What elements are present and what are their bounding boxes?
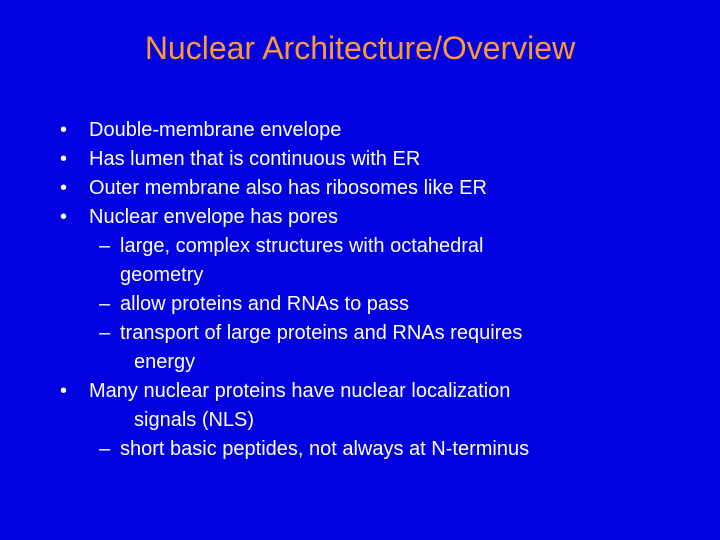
bullet-marker: •: [60, 148, 68, 170]
sub-bullet-item: [60, 290, 680, 319]
sub-bullet-text: transport of large proteins and RNAs requires: [120, 322, 523, 344]
sub-bullet-marker: –: [99, 235, 111, 257]
bullet-text: Many nuclear proteins have nuclear localization: [89, 380, 511, 402]
bullet-text-continued: signals (NLS): [134, 409, 255, 431]
bullet-item: [60, 377, 680, 435]
sub-bullet-text: short basic peptides, not always at N-terminus: [120, 438, 530, 460]
bullet-list: [60, 116, 680, 464]
bullet-marker: •: [60, 380, 68, 402]
sub-bullet-marker: –: [99, 322, 111, 344]
bullet-text: Double-membrane envelope: [89, 119, 342, 141]
bullet-text: Outer membrane also has ribosomes like ER: [89, 177, 487, 199]
slide-title: Nuclear Architecture/Overview: [144, 30, 576, 66]
sub-bullet-text-continued: energy: [134, 351, 196, 373]
bullet-text: Nuclear envelope has pores: [89, 206, 339, 228]
bullet-marker: •: [60, 177, 68, 199]
sub-bullet-marker: –: [99, 293, 111, 315]
sub-bullet-item: [60, 232, 680, 290]
sub-bullet-text: large, complex structures with octahedral: [120, 235, 484, 257]
sub-bullet-item: [60, 435, 680, 464]
bullet-item: [60, 174, 680, 203]
sub-bullet-text-continued: geometry: [120, 264, 204, 286]
sub-bullet-item: [60, 319, 680, 377]
bullet-item: [60, 203, 680, 232]
bullet-marker: •: [60, 119, 68, 141]
bullet-marker: •: [60, 206, 68, 228]
sub-bullet-marker: –: [99, 438, 111, 460]
bullet-item: [60, 116, 680, 145]
bullet-item: [60, 145, 680, 174]
sub-bullet-text: allow proteins and RNAs to pass: [120, 293, 410, 315]
bullet-text: Has lumen that is continuous with ER: [89, 148, 421, 170]
